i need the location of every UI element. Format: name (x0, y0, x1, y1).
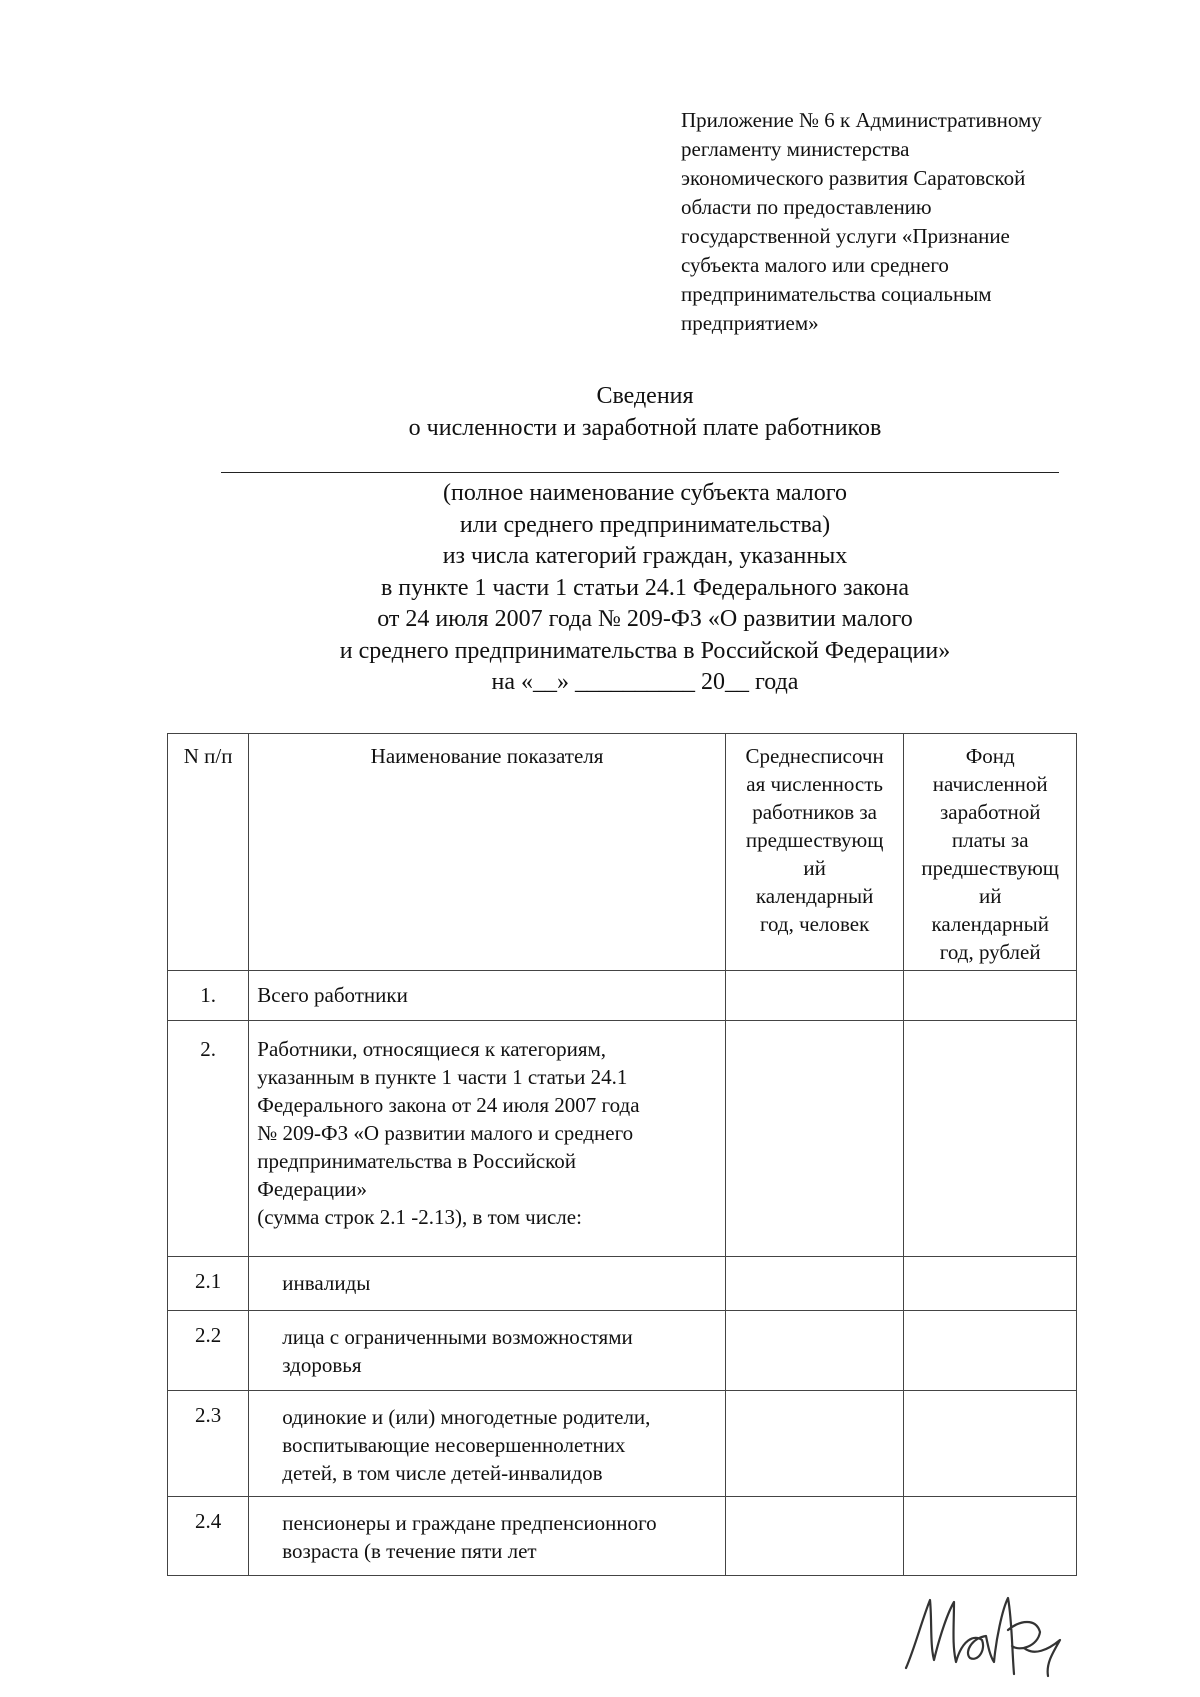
row-average-headcount (725, 971, 904, 1021)
table-row (168, 1257, 1077, 1311)
table-row (168, 1497, 1077, 1576)
entity-line: и среднего предпринимательства в Российской Федерации» (339, 637, 951, 664)
row-name: Работники, относящиеся к категориям, указанным в пункте 1 части 1 статьи 24.1 Федерального закона от 24 июля 2007 года № 209-ФЗ «О развитии малого и среднего предпринимательства в Российской Федерации» (сумма строк 2.1 -2.13), в том числе: (249, 1021, 726, 1257)
header-average-headcount: Среднесписочн ая численность работников за предшествующ ий календарный год, человек (725, 734, 904, 971)
entity-line: из числа категорий граждан, указанных (442, 543, 848, 569)
table-row (168, 971, 1077, 1021)
table-row (168, 1021, 1077, 1257)
row-wage-fund (904, 1257, 1077, 1311)
appendix-line: экономического развития Саратовской (681, 166, 1026, 190)
row-name: лица с ограниченными возможностями здоровья (249, 1311, 726, 1391)
row-num: 2. (168, 1021, 249, 1257)
workers-table (167, 733, 1077, 1576)
appendix-line: государственной услуги «Признание (681, 224, 1010, 248)
entity-line: или среднего предпринимательства) (459, 511, 831, 538)
entity-line: (полное наименование субъекта малого (443, 480, 847, 506)
appendix-line: предприятием» (681, 311, 819, 335)
header-num: N п/п (168, 734, 249, 971)
appendix-line: регламенту министерства (681, 137, 910, 161)
row-wage-fund (904, 1497, 1077, 1576)
row-name: инвалиды (249, 1257, 726, 1311)
entity-line: от 24 июля 2007 года № 209-ФЗ «О развитии малого (377, 606, 913, 632)
row-wage-fund (904, 1391, 1077, 1497)
row-average-headcount (725, 1497, 904, 1576)
row-num: 2.2 (168, 1311, 249, 1391)
document-subtitle: о численности и заработной плате работников (408, 415, 882, 441)
appendix-line: предпринимательства социальным (681, 282, 992, 306)
appendix-note (681, 106, 1161, 338)
row-name: одинокие и (или) многодетные родители, воспитывающие несовершеннолетних детей, в том числе детей-инвалидов (249, 1391, 726, 1497)
row-num: 1. (168, 971, 249, 1021)
table-row (168, 1311, 1077, 1391)
header-wage-fund: Фонд начисленной заработной платы за предшествующ ий календарный год, рублей (904, 734, 1077, 971)
row-wage-fund (904, 1311, 1077, 1391)
appendix-line: области по предоставлению (681, 195, 932, 219)
row-num: 2.1 (168, 1257, 249, 1311)
row-average-headcount (725, 1311, 904, 1391)
row-num: 2.3 (168, 1391, 249, 1497)
row-wage-fund (904, 1021, 1077, 1257)
row-name: пенсионеры и граждане предпенсионного возраста (в течение пяти лет (249, 1497, 726, 1576)
row-name: Всего работники (249, 971, 726, 1021)
handwritten-signature-icon (900, 1590, 1070, 1680)
row-wage-fund (904, 971, 1077, 1021)
row-average-headcount (725, 1391, 904, 1497)
report-date-line: на «__» __________ 20__ года (491, 669, 799, 695)
appendix-line: Приложение № 6 к Административному (681, 108, 1042, 132)
entity-name-blank-line (221, 472, 1059, 473)
header-name: Наименование показателя (249, 734, 726, 971)
entity-description (220, 478, 1070, 699)
document-heading (220, 380, 1070, 444)
row-average-headcount (725, 1021, 904, 1257)
table-header-row (168, 734, 1077, 971)
document-title: Сведения (596, 383, 694, 409)
row-num: 2.4 (168, 1497, 249, 1576)
appendix-line: субъекта малого или среднего (681, 253, 949, 277)
row-average-headcount (725, 1257, 904, 1311)
entity-line: в пункте 1 части 1 статьи 24.1 Федерального закона (380, 574, 910, 601)
table-row (168, 1391, 1077, 1497)
